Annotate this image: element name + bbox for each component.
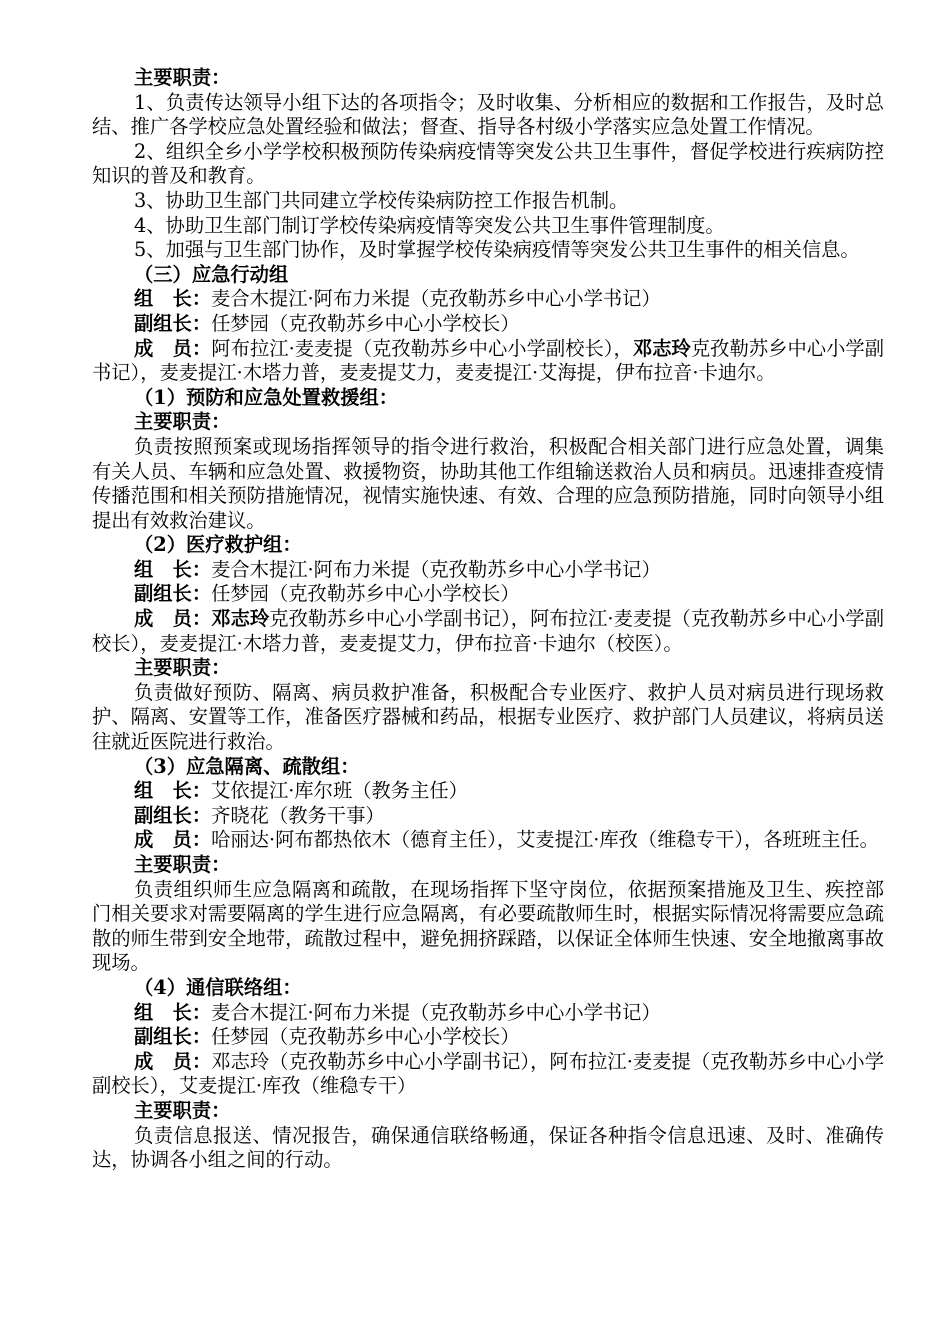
- leader-value: 艾依提江·库尔班（教务主任）: [211, 779, 468, 803]
- deputy-label: 副组长：: [134, 582, 212, 606]
- deputy-label: 副组长：: [134, 803, 212, 827]
- leader-value: 麦合木提江·阿布力米提（克孜勒苏乡中心小学书记）: [211, 1000, 661, 1024]
- group-2-leader: [92, 558, 884, 583]
- group-2-title: （2）医疗救护组：: [134, 533, 302, 557]
- group-4-duty-label: 主要职责：: [134, 1098, 231, 1122]
- group-4-leader: [92, 1001, 884, 1026]
- duty-item-3: 3、协助卫生部门共同建立学校传染病防控工作报告机制。: [134, 188, 629, 212]
- members-label: 成 员：: [134, 607, 212, 631]
- deputy-label: 副组长：: [134, 1025, 212, 1049]
- members-value-a: 阿布拉江·麦麦提（克孜勒苏乡中心小学副校长），: [211, 336, 633, 360]
- section-emergency-action-title: （三）应急行动组: [134, 262, 289, 286]
- members-value: 邓志玲（克孜勒苏乡中心小学副书记），阿布拉江·麦麦提（克孜勒苏乡中心小学副校长），艾麦提江·库孜（维稳专干）: [92, 1049, 885, 1098]
- group-4-members: [92, 1050, 884, 1099]
- members-value: 哈丽达·阿布都热依木（德育主任），艾麦提江·库孜（维稳专干），各班班主任。: [211, 828, 879, 852]
- deputy-value: 任梦园（克孜勒苏乡中心小学校长）: [211, 1025, 520, 1049]
- section-members: [92, 337, 884, 386]
- leader-value: 麦合木提江·阿布力米提（克孜勒苏乡中心小学书记）: [211, 287, 661, 311]
- duty-item-4: 4、协助卫生部门制订学校传染病疫情等突发公共卫生事件管理制度。: [134, 213, 725, 237]
- group-3-duty: 负责组织师生应急隔离和疏散，在现场指挥下坚守岗位，依据预案措施及卫生、疾控部门相关要求对需要隔离的学生进行应急隔离，有必要疏散师生时，根据实际情况将需要应急疏散的师生带到安全地带，疏散过程中，避免拥挤踩踏，以保证全体师生快速、安全地撤离事故现场。: [92, 877, 884, 975]
- group-1-duty-label: 主要职责：: [134, 410, 231, 434]
- members-value-c: 克孜勒苏乡中心小学副书记），麦麦提江·木塔力普，麦麦提艾力，麦麦提江·艾海提，伊布拉音·卡迪尔。: [92, 336, 885, 385]
- group-3-members: [92, 828, 884, 853]
- leader-value: 麦合木提江·阿布力米提（克孜勒苏乡中心小学书记）: [211, 557, 661, 581]
- group-2-deputy: [92, 582, 884, 607]
- group-1-title: （1）预防和应急处置救援组：: [134, 385, 399, 409]
- duty-item-1: 1、负责传达领导小组下达的各项指令；及时收集、分析相应的数据和工作报告，及时总结、推广各学校应急处置经验和做法；督查、指导各村级小学落实应急处置工作情况。: [92, 90, 884, 139]
- section-deputy: [92, 312, 884, 337]
- members-value-bold: 邓志玲: [632, 336, 691, 360]
- group-2-members: [92, 607, 884, 656]
- section-leader: [92, 287, 884, 312]
- document-page: [92, 66, 884, 1173]
- leader-label: 组 长：: [134, 1000, 212, 1024]
- leader-label: 组 长：: [134, 779, 212, 803]
- duty-item-2: 2、组织全乡小学学校积极预防传染病疫情等突发公共卫生事件，督促学校进行疾病防控知识的普及和教育。: [92, 139, 884, 188]
- group-3-leader: [92, 779, 884, 804]
- group-2-duty-label: 主要职责：: [134, 656, 231, 680]
- members-value-b: 克孜勒苏乡中心小学副书记），阿布拉江·麦麦提（克孜勒苏乡中心小学副校长），麦麦提江·木塔力普，麦麦提艾力，伊布拉音·卡迪尔（校医）。: [92, 607, 885, 655]
- group-3-duty-label: 主要职责：: [134, 853, 231, 876]
- group-3-title: （3）应急隔离、疏散组：: [134, 754, 360, 778]
- members-label: 成 员：: [134, 1049, 212, 1073]
- leader-label: 组 长：: [134, 557, 212, 581]
- group-4-title: （4）通信联络组：: [134, 975, 302, 999]
- group-3-deputy: [92, 804, 884, 829]
- members-label: 成 员：: [134, 828, 212, 852]
- group-2-duty: 负责做好预防、隔离、病员救护准备，积极配合专业医疗、救护人员对病员进行现场救护、隔离、安置等工作，准备医疗器械和药品，根据专业医疗、救护部门人员建议，将病员送往就近医院进行救治。: [92, 680, 884, 754]
- duty-heading: 主要职责：: [134, 66, 231, 89]
- deputy-label: 副组长：: [134, 311, 212, 335]
- members-value-bold: 邓志玲: [211, 607, 270, 631]
- group-4-deputy: [92, 1025, 884, 1050]
- group-1-duty: 负责按照预案或现场指挥领导的指令进行救治，积极配合相关部门进行应急处置，调集有关人员、车辆和应急处置、救援物资，协助其他工作组输送救治人员和病员。迅速排查疫情传播范围和相关预防措施情况，视情实施快速、有效、合理的应急预防措施，同时向领导小组提出有效救治建议。: [92, 434, 884, 532]
- deputy-value: 任梦园（克孜勒苏乡中心小学校长）: [211, 311, 520, 335]
- deputy-value: 齐晓花（教务干事）: [211, 803, 385, 827]
- leader-label: 组 长：: [134, 287, 212, 311]
- deputy-value: 任梦园（克孜勒苏乡中心小学校长）: [211, 582, 520, 606]
- members-label: 成 员：: [134, 336, 212, 360]
- group-4-duty: 负责信息报送、情况报告，确保通信联络畅通，保证各种指令信息迅速、及时、准确传达，协调各小组之间的行动。: [92, 1123, 884, 1172]
- duty-item-5: 5、加强与卫生部门协作，及时掌握学校传染病疫情等突发公共卫生事件的相关信息。: [134, 238, 860, 262]
